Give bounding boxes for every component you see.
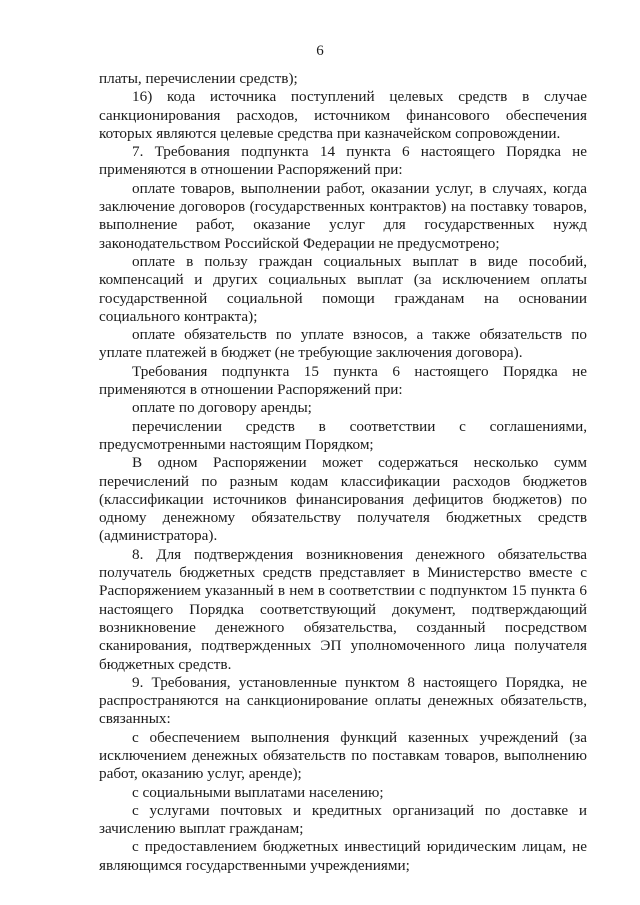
page-number: 6 — [316, 43, 324, 59]
paragraph-section-7: 7. Требования подпункта 14 пункта 6 настоящего Порядка не применяются в отношении Распоряжений при: — [99, 143, 587, 179]
document-body — [99, 70, 587, 875]
paragraph-postal-credit: с услугами почтовых и кредитных организаций по доставке и зачислению выплат гражданам; — [99, 801, 587, 838]
paragraph-section-9: 9. Требования, установленные пунктом 8 настоящего Порядка, не распространяются на санкционирование оплаты денежных обязательств, связанных: — [99, 673, 587, 728]
paragraph-social-payments-population: с социальными выплатами населению; — [132, 783, 384, 801]
paragraph-subitem-15-requirements: Требования подпункта 15 пункта 6 настоящего Порядка не применяются в отношении Распоряжений при: — [99, 362, 587, 399]
paragraph-budget-investments: с предоставлением бюджетных инвестиций юридическим лицам, не являющимся государственными учреждениями; — [99, 838, 587, 874]
paragraph-social-payments: оплате в пользу граждан социальных выплат в виде пособий, компенсаций и других социальных выплат (за исключением оплаты государственной социальной помощи гражданам на основании социального контракта); — [99, 252, 587, 325]
paragraph-agreements: перечислении средств в соответствии с соглашениями, предусмотренными настоящим Порядком; — [99, 417, 587, 453]
paragraph-contributions: оплате обязательств по уплате взносов, а также обязательств по уплате платежей в бюджет (не требующие заключения договора). — [99, 326, 587, 362]
paragraph-goods-works-services: оплате товаров, выполнении работ, оказании услуг, в случаях, когда заключение договоров (государственных контрактов) на поставку товаров, выполнение работ, оказание услуг для государственных нужд законодательством Российской Федерации не предусмотрено; — [99, 179, 587, 252]
paragraph-multiple-sums: В одном Распоряжении может содержаться несколько сумм перечислений по разным кодам классификации расходов бюджетов (классификации источников финансирования дефицитов бюджетов) по одному денежному обязательству получателя бюджетных средств (администратора). — [99, 454, 587, 545]
paragraph-continuation: платы, перечислении средств); — [99, 70, 298, 87]
paragraph-state-institutions: с обеспечением выполнения функций казенных учреждений (за исключением денежных обязательств по поставкам товаров, выполнению работ, оказанию услуг, аренде); — [99, 728, 587, 783]
paragraph-item-16: 16) кода источника поступлений целевых средств в случае санкционирования расходов, источником финансового обеспечения которых являются целевые средства при казначейском сопровождении. — [99, 88, 587, 142]
paragraph-lease: оплате по договору аренды; — [132, 399, 312, 417]
paragraph-section-8: 8. Для подтверждения возникновения денежного обязательства получатель бюджетных средств представляет в Министерство вместе с Распоряжением указанный в нем в соответствии с подпунктом 15 пункта 6 настоящего Порядка соответствующий документ, подтверждающий возникновение денежного обязательства, созданный посредством сканирования, подтвержденных ЭП уполномоченного лица получателя бюджетных средств. — [99, 545, 587, 673]
